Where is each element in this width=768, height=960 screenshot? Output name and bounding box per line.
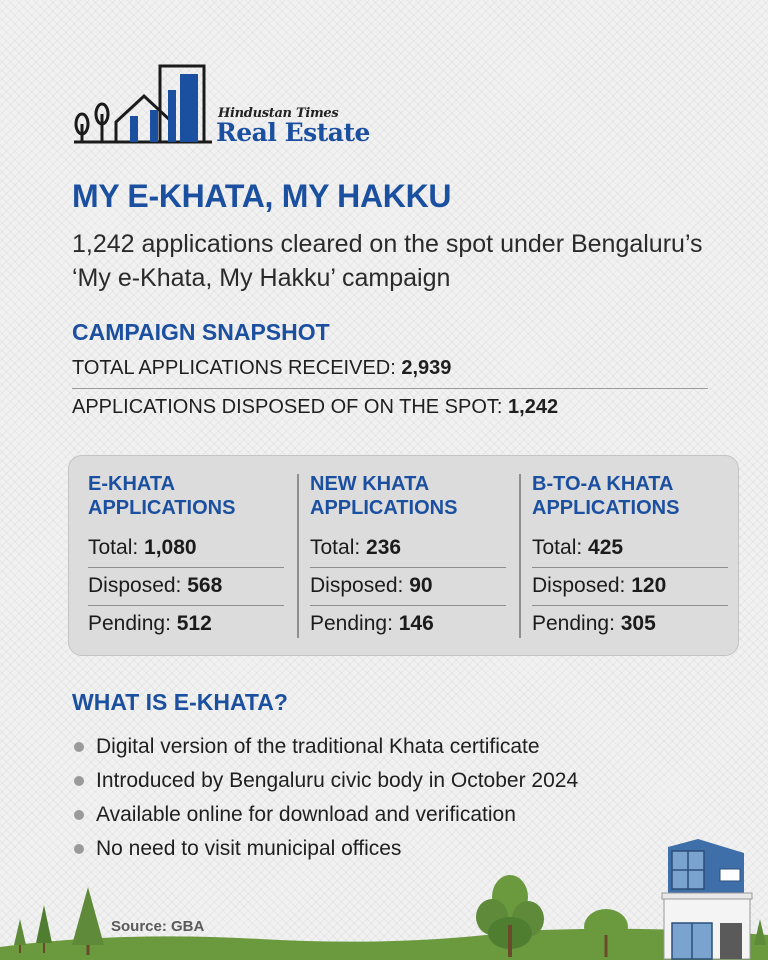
category-total	[532, 530, 728, 568]
disposed-value: 120	[631, 574, 667, 597]
category-disposed	[310, 568, 506, 606]
column-divider	[519, 474, 521, 638]
list-item-text: No need to visit municipal offices	[96, 837, 402, 860]
landscape-illustration-icon	[0, 835, 768, 960]
disposed-label: Disposed:	[532, 574, 626, 597]
column-divider	[297, 474, 299, 638]
total-label: Total:	[88, 536, 139, 559]
category-total	[88, 530, 284, 568]
disposed-label: Disposed:	[88, 574, 182, 597]
list-item-text: Introduced by Bengaluru civic body in October 2024	[96, 769, 579, 792]
category-pending	[88, 606, 284, 644]
list-item	[72, 730, 578, 764]
list-item	[72, 764, 578, 798]
disposed-value: 90	[409, 574, 433, 597]
category-panel	[68, 455, 739, 656]
section-name: Real Estate	[216, 118, 370, 147]
pending-value: 512	[176, 612, 212, 635]
total-label: Total:	[310, 536, 361, 559]
stat-received-value: 2,939	[401, 357, 452, 379]
pending-value: 305	[620, 612, 656, 635]
list-item-text: Digital version of the traditional Khata certificate	[96, 735, 540, 758]
category-title: E-KHATA APPLICATIONS	[88, 473, 236, 519]
category-column	[532, 472, 728, 644]
disposed-label: Disposed:	[310, 574, 404, 597]
total-value: 425	[588, 536, 624, 559]
stat-received-label: TOTAL APPLICATIONS RECEIVED:	[72, 357, 396, 379]
category-pending	[310, 606, 506, 644]
snapshot-heading: CAMPAIGN SNAPSHOT	[72, 319, 330, 345]
stat-disposed-value: 1,242	[508, 396, 559, 418]
page-subtitle: 1,242 applications cleared on the spot under Bengaluru’s ‘My e-Khata, My Hakku’ campaign	[72, 230, 703, 292]
disposed-value: 568	[187, 574, 223, 597]
category-disposed	[88, 568, 284, 606]
bullet-icon	[74, 810, 84, 820]
pending-value: 146	[398, 612, 434, 635]
category-column	[88, 472, 284, 644]
category-title: NEW KHATA APPLICATIONS	[310, 473, 458, 519]
what-is-heading: WHAT IS E-KHATA?	[72, 689, 288, 715]
category-disposed	[532, 568, 728, 606]
list-item-text: Available online for download and verification	[96, 803, 516, 826]
total-value: 236	[366, 536, 402, 559]
publisher-name: Hindustan Times	[218, 106, 339, 121]
source-credit: Source: GBA	[111, 918, 205, 935]
stat-total-received	[72, 357, 708, 389]
list-item	[72, 798, 578, 832]
category-title: B-TO-A KHATA APPLICATIONS	[532, 473, 680, 519]
stat-disposed-on-spot	[72, 396, 708, 419]
page-title: MY E-KHATA, MY HAKKU	[72, 178, 452, 214]
bullet-icon	[74, 742, 84, 752]
category-total	[310, 530, 506, 568]
category-column	[310, 472, 506, 644]
pending-label: Pending:	[88, 612, 171, 635]
bullet-icon	[74, 776, 84, 786]
real-estate-logo-icon	[72, 62, 212, 148]
stat-disposed-label: APPLICATIONS DISPOSED OF ON THE SPOT:	[72, 396, 503, 418]
total-label: Total:	[532, 536, 583, 559]
pending-label: Pending:	[310, 612, 393, 635]
category-pending	[532, 606, 728, 644]
total-value: 1,080	[144, 536, 197, 559]
pending-label: Pending:	[532, 612, 615, 635]
